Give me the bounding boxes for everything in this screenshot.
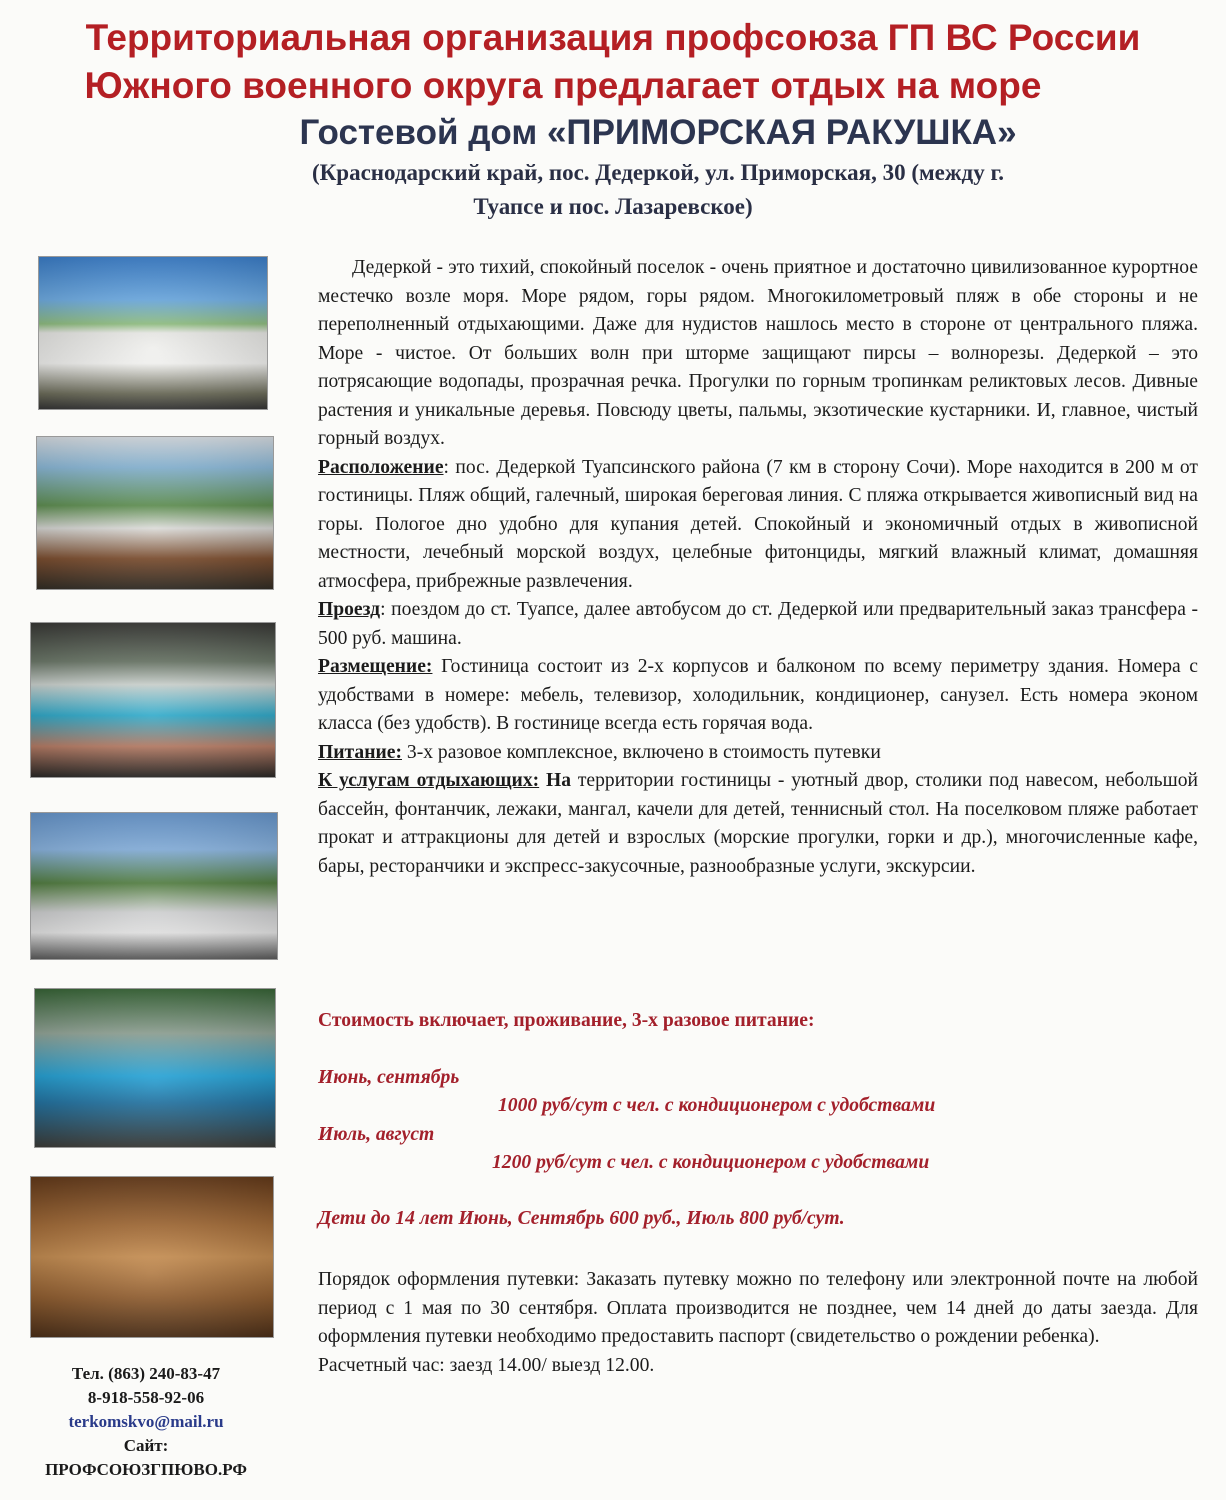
services-label-2: На [539,770,572,791]
rooftop-terrace-photo [30,812,278,960]
accommodation-label: Размещение: [318,656,433,677]
checkout-time: Расчетный час: заезд 14.00/ выезд 12.00. [318,1354,655,1376]
contacts-block [10,1362,282,1482]
title-line-2: Южного военного округа предлагает отдых на море [84,65,1042,106]
email-link[interactable]: terkomskvo@mail.ru [68,1412,224,1431]
site-link[interactable]: ПРОФСОЮЗГПЮВО.РФ [45,1460,247,1479]
travel-label: Проезд [318,599,381,620]
swimming-pool-photo [34,988,276,1148]
season-1-label: Июнь, сентябрь [318,1067,460,1088]
food-label: Питание: [318,741,402,763]
pricing-title: Стоимость включает, проживание, 3-х разовое питание: [318,1010,815,1031]
season-2-price: 1200 руб/сут с чел. с кондиционером с удобствами [492,1152,930,1173]
season-1-price: 1000 руб/сут с чел. с кондиционером с удобствами [498,1095,936,1116]
sauna-photo [30,1176,274,1338]
services-text: территории гостиницы - уютный двор, столики под навесом, небольшой бассейн, фонтанчик, лежаки, мангал, качели для детей, теннисный стол. На поселковом пляже работает прокат и аттракционы для детей и взрослых (морские прогулки, горки и др.), многочисленные кафе, бары, ресторанчики и экспресс-закусочные, разнообразные услуги, экскурсии. [318,770,1198,877]
location-paragraph [318,454,1198,597]
description-body [318,254,1198,881]
site-label: Сайт: [123,1436,169,1455]
phone-1: Тел. (863) 240-83-47 [71,1364,221,1383]
food-text: 3-х разовое комплексное, включено в стоимость путевки [402,741,881,763]
travel-text: : поездом до ст. Туапсе, далее автобусом до ст. Дедеркой или предварительный заказ трансфера - 500 руб. машина. [318,599,1198,649]
pool-terrace-photo [30,622,276,778]
season-2-label: Июль, август [318,1124,435,1145]
guesthouse-building-photo [38,256,268,410]
location-label: Расположение [318,456,444,478]
booking-info [318,1266,1198,1380]
balcony-view-photo [36,436,274,590]
address-line-1: (Краснодарский край, пос. Дедеркой, ул. Приморская, 30 (между г. [311,160,1005,185]
accommodation-paragraph [318,653,1198,739]
phone-2: 8-918-558-92-06 [87,1388,205,1407]
intro-paragraph: Дедеркой - это тихий, спокойный поселок - очень приятное и достаточно цивилизованное курортное местечко возле моря. Море рядом, горы рядом. Многокилометровый пляж в обе стороны и не переполненный отдыхающими. Даже для нудистов нашлось место в стороне от центрального пляжа. Море - чистое. От больших волн при шторме защищают пирсы – волнорезы. Дедеркой – это потрясающие водопады, прозрачная речка. Прогулки по горным тропинкам реликтовых лесов. Дивные растения и уникальные деревья. Повсюду цветы, пальмы, экзотические кустарники. И, главное, чистый горный воздух. [318,257,1198,449]
kids-price: Дети до 14 лет Июнь, Сентябрь 600 руб., Июль 800 руб/сут. [318,1208,845,1229]
header [0,14,1226,224]
travel-paragraph [318,596,1198,653]
address-line-2: Туапсе и пос. Лазаревское) [473,194,753,219]
location-text: : пос. Дедеркой Туапсинского района (7 км в сторону Сочи). Море находится в 200 м от гостиницы. Пляж общий, галечный, широкая береговая линия. С пляжа открывается живописный вид на горы. Пологое дно удобно для купания детей. Спокойный и экономичный отдых в живописной местности, лечебный морской воздух, целебные фитонциды, мягкий влажный климат, домашняя атмосфера, прибрежные развлечения. [318,456,1198,592]
guesthouse-name: Гостевой дом «ПРИМОРСКАЯ РАКУШКА» [299,113,1017,152]
food-paragraph [318,739,1198,768]
accommodation-text: Гостиница состоит из 2-х корпусов и балконом по всему периметру здания. Номера с удобствами в номере: мебель, телевизор, холодильник, кондиционер, санузел. Есть номера эконом класса (без удобств). В гостинице всегда есть горячая вода. [318,656,1198,734]
title-line-1: Территориальная организация профсоюза ГП ВС России [85,17,1141,58]
services-label: К услугам отдыхающих: [318,770,540,791]
booking-paragraph: Порядок оформления путевки: Заказать путевку можно по телефону или электронной почте на любой период с 1 мая по 30 сентября. Оплата производится не позднее, чем 14 дней до даты заезда. Для оформления путевки необходимо предоставить паспорт (свидетельство о рождении ребенка). [318,1269,1198,1347]
services-paragraph [318,767,1198,881]
